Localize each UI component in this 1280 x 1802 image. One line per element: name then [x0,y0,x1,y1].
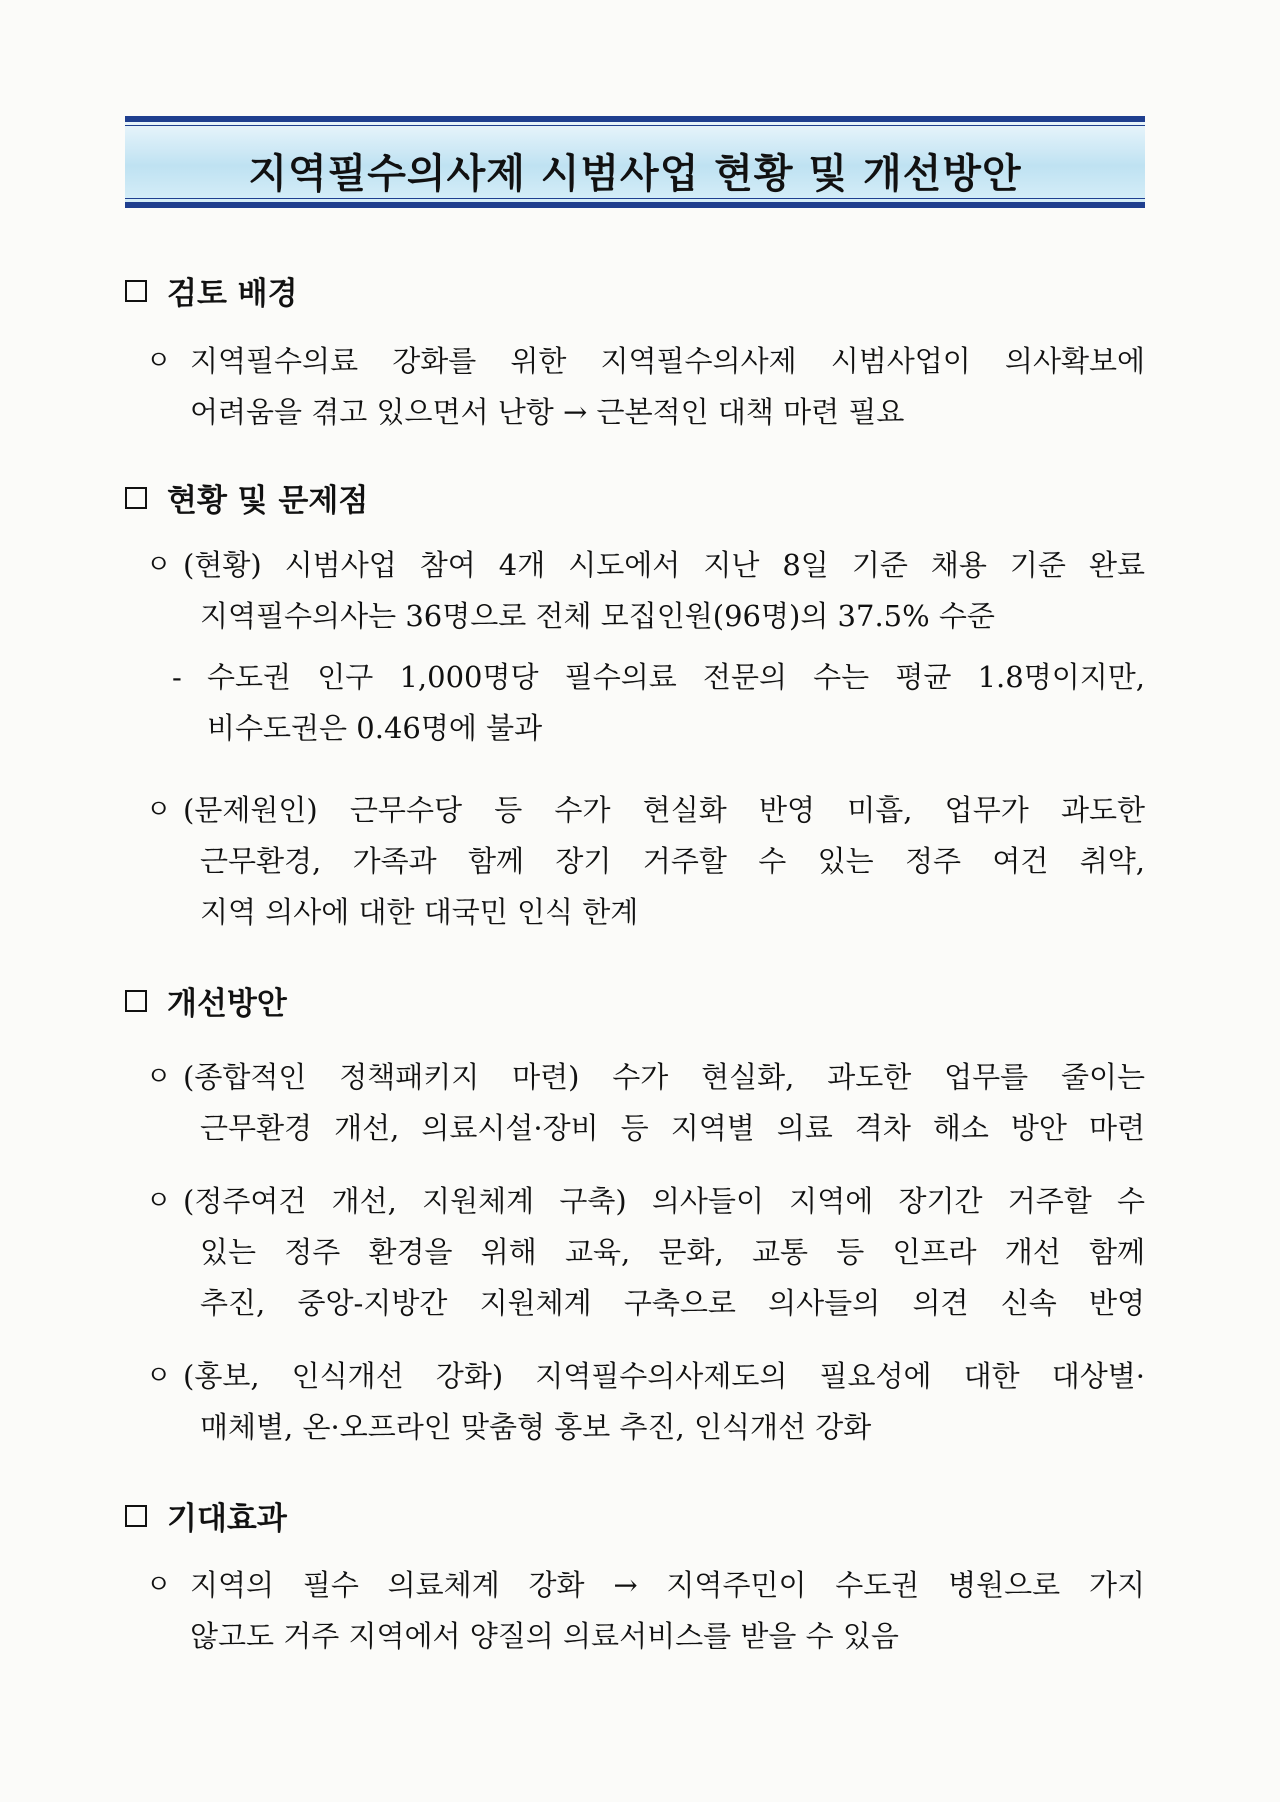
checkbox-square-icon [125,990,147,1012]
page-title: 지역필수의사제 시범사업 현황 및 개선방안 [248,151,1022,197]
section-title: 현황 및 문제점 [167,483,369,519]
section-title: 개선방안 [167,986,287,1022]
paragraph [190,1560,1145,1662]
text-line: 추진, 중앙-지방간 지원체계 구축으로 의사들의 의견 신속 반영 [200,1286,1145,1320]
text-line: 근무환경, 가족과 함께 장기 거주할 수 있는 정주 여건 취약, [200,844,1145,878]
text-line: 어려움을 겪고 있으면서 난항 → 근본적인 대책 마련 필요 [190,395,905,429]
text-line: (문제원인) 근무수당 등 수가 현실화 반영 미흡, 업무가 과도한 [183,793,1145,827]
text-line: 비수도권은 0.46명에 불과 [207,711,543,745]
section-heading-expected-effects [125,1493,287,1538]
text-line: 지역필수의료 강화를 위한 지역필수의사제 시범사업이 의사확보에 [190,344,1146,378]
paragraph [183,1351,1145,1453]
text-line: 않고도 거주 지역에서 양질의 의료서비스를 받을 수 있음 [190,1619,899,1653]
section-heading-status [125,475,368,520]
text-line: 지역필수의사는 36명으로 전체 모집인원(96명)의 37.5% 수준 [200,599,995,633]
title-banner [125,116,1145,208]
text-line: 매체별, 온·오프라인 맞춤형 홍보 추진, 인식개선 강화 [200,1410,872,1444]
text-line: 근무환경 개선, 의료시설·장비 등 지역별 의료 격차 해소 방안 마련 [200,1111,1145,1145]
text-line: 지역의 필수 의료체계 강화 → 지역주민이 수도권 병원으로 가지 [190,1568,1145,1602]
bullet-circle-icon: ㅇ [146,550,172,580]
text-line: 지역 의사에 대한 대국민 인식 한계 [200,895,639,929]
text-line: (현황) 시범사업 참여 4개 시도에서 지난 8일 기준 채용 기준 완료 [183,548,1145,582]
paragraph [207,652,1145,754]
section-heading-improvement [125,978,287,1023]
text-line: 수도권 인구 1,000명당 필수의료 전문의 수는 평균 1.8명이지만, [207,660,1145,694]
text-line: (홍보, 인식개선 강화) 지역필수의사제도의 필요성에 대한 대상별· [183,1359,1145,1393]
section-title: 검토 배경 [167,276,298,312]
paragraph [183,540,1145,642]
section-heading-background [125,268,298,313]
bullet-circle-icon: ㅇ [146,1361,172,1391]
bullet-circle-icon: ㅇ [146,1570,172,1600]
text-line: (정주여건 개선, 지원체계 구축) 의사들이 지역에 장기간 거주할 수 [183,1184,1145,1218]
checkbox-square-icon [125,280,147,302]
paragraph [183,785,1145,938]
paragraph [190,336,1145,438]
section-title: 기대효과 [167,1501,287,1537]
checkbox-square-icon [125,487,147,509]
text-line: (종합적인 정책패키지 마련) 수가 현실화, 과도한 업무를 줄이는 [183,1060,1145,1094]
bullet-circle-icon: ㅇ [146,1062,172,1092]
bullet-circle-icon: ㅇ [146,1186,172,1216]
bullet-dash-icon: - [172,660,182,694]
checkbox-square-icon [125,1505,147,1527]
paragraph [183,1052,1145,1154]
bullet-circle-icon: ㅇ [146,795,172,825]
bullet-circle-icon: ㅇ [146,346,172,376]
paragraph [183,1176,1145,1329]
text-line: 있는 정주 환경을 위해 교육, 문화, 교통 등 인프라 개선 함께 [200,1235,1145,1269]
